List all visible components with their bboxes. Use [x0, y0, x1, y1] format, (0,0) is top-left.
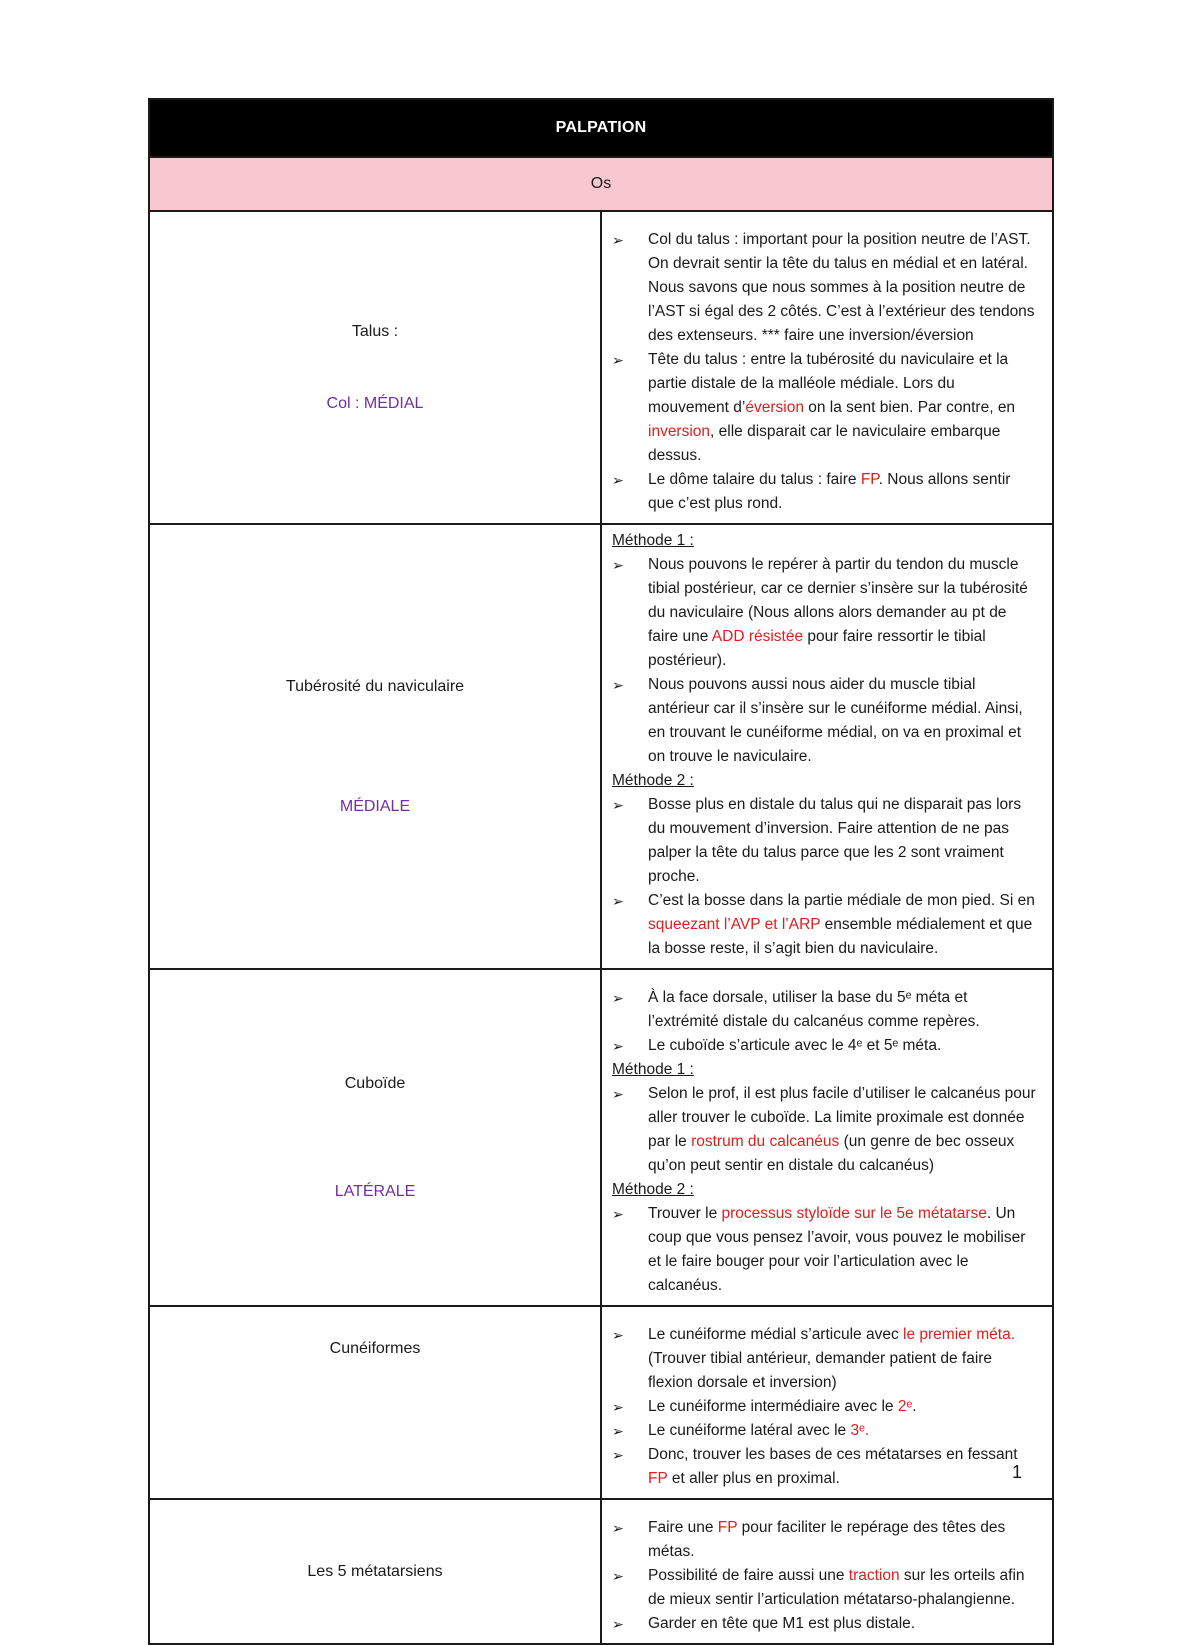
side-label: Col : MÉDIAL	[326, 394, 424, 412]
item-text: pour faciliter le repérage des têtes des métas.	[648, 1519, 1006, 1560]
item-text: Le cuboïde s’articule avec le 4ᵉ et 5ᵉ méta.	[648, 1037, 942, 1054]
list-item	[612, 1082, 1040, 1178]
item-text: Faire une	[648, 1519, 718, 1536]
list-item	[612, 1323, 1040, 1395]
list-item	[612, 1564, 1040, 1612]
arrow-bullet-icon: ➢	[612, 1520, 624, 1536]
row-content-cell	[601, 1306, 1053, 1499]
item-text: ensemble médialement et que la bosse reste, il s’agit bien du naviculaire.	[648, 916, 1033, 957]
row-content-cell	[601, 211, 1053, 524]
bullet-list	[612, 1202, 1040, 1298]
list-item	[612, 1419, 1040, 1443]
highlighted-text: 2ᵉ	[897, 1398, 913, 1415]
highlighted-text: inversion	[648, 423, 711, 440]
method-heading: Méthode 1 :	[612, 532, 694, 549]
highlighted-text: processus styloïde sur le 5e métatarse	[721, 1205, 987, 1222]
arrow-bullet-icon: ➢	[612, 1206, 624, 1222]
row-label-cell	[149, 211, 601, 524]
item-text: . Un coup que vous pensez l’avoir, vous pouvez le mobiliser et le faire bouger pour voir l’articulation avec le calcanéus.	[648, 1205, 1026, 1294]
method-heading: Méthode 1 :	[612, 1061, 694, 1078]
highlighted-text: FP	[717, 1519, 738, 1536]
list-item	[612, 1612, 1040, 1636]
bullet-list	[612, 1323, 1040, 1491]
bullet-list	[612, 1082, 1040, 1178]
list-item	[612, 673, 1040, 769]
item-text: (un genre de bec osseux qu’on peut sentir en distale du calcanéus)	[648, 1133, 1015, 1174]
method-heading: Méthode 2 :	[612, 1181, 694, 1198]
item-text: Le cunéiforme latéral avec le	[648, 1422, 851, 1439]
side-label: LATÉRALE	[334, 1182, 416, 1200]
highlighted-text: FP	[860, 471, 879, 488]
item-text: on la sent bien. Par contre, en	[803, 399, 1016, 416]
highlighted-text: éversion	[745, 399, 804, 416]
bullet-list	[612, 553, 1040, 769]
item-text: Selon le prof, il est plus facile d’utiliser le calcanéus pour aller trouver le cuboïde. La limite proximale est donnée par le	[648, 1085, 1036, 1150]
list-item	[612, 1034, 1040, 1058]
item-text: Trouver le	[648, 1205, 722, 1222]
list-item	[612, 986, 1040, 1034]
list-item	[612, 1202, 1040, 1298]
list-item	[612, 1443, 1040, 1491]
item-text: Possibilité de faire aussi une	[648, 1567, 849, 1584]
arrow-bullet-icon: ➢	[612, 1399, 624, 1415]
row-label: Cunéiformes	[329, 1340, 421, 1357]
highlighted-text: le premier méta.	[903, 1326, 1015, 1343]
row-label: Les 5 métatarsiens	[307, 1562, 443, 1580]
item-text: Col du talus : important pour la position neutre de l’AST. On devrait sentir la tête du talus en médial et en latéral. Nous savons que nous sommes à la position neutre de l’AST si égal des 2 côtés. C’est à l’extérieur des tendons des extenseurs. *** faire une inversion/éversion	[648, 231, 1035, 344]
table-row-cuneiformes	[149, 1306, 1053, 1499]
side-label: MÉDIALE	[339, 797, 411, 815]
arrow-bullet-icon: ➢	[612, 1616, 624, 1632]
item-text: pour faire ressortir le tibial postérieur).	[648, 628, 986, 669]
arrow-bullet-icon: ➢	[612, 352, 624, 368]
list-item	[612, 348, 1040, 468]
item-text: Le dôme talaire du talus : faire	[648, 471, 861, 488]
table-row-metatarsiens	[149, 1499, 1053, 1644]
arrow-bullet-icon: ➢	[612, 232, 624, 248]
item-text: Tête du talus : entre la tubérosité du naviculaire et la partie distale de la malléole médiale. Lors du mouvement d’	[648, 351, 1009, 416]
highlighted-text: FP	[648, 1470, 668, 1487]
bullet-list	[612, 228, 1040, 516]
table-row-talus	[149, 211, 1053, 524]
bullet-list	[612, 1516, 1040, 1636]
item-text: Garder en tête que M1 est plus distale.	[648, 1615, 916, 1632]
highlighted-text: ADD résistée	[711, 628, 804, 645]
list-item	[612, 889, 1040, 961]
arrow-bullet-icon: ➢	[612, 1568, 624, 1584]
row-label: Talus :	[351, 322, 399, 340]
highlighted-text: 3ᵉ.	[850, 1422, 870, 1439]
arrow-bullet-icon: ➢	[612, 1327, 624, 1343]
highlighted-text: rostrum du calcanéus	[691, 1133, 840, 1150]
arrow-bullet-icon: ➢	[612, 472, 624, 488]
item-text: . Nous allons sentir que c’est plus rond.	[648, 471, 1011, 512]
item-text: Nous pouvons aussi nous aider du muscle tibial antérieur car il s’insère sur le cunéiforme médial. Ainsi, en trouvant le cunéiforme médial, on va en proximal et on trouve le naviculaire.	[648, 676, 1023, 765]
row-content-cell	[601, 1499, 1053, 1644]
row-label-cell	[149, 1499, 601, 1644]
bullet-list	[612, 986, 1040, 1058]
highlighted-text: traction	[848, 1567, 900, 1584]
item-text: Le cunéiforme intermédiaire avec le	[648, 1398, 898, 1415]
list-item	[612, 1395, 1040, 1419]
item-text: sur les orteils afin de mieux sentir l’articulation métatarso-phalangienne.	[648, 1567, 1025, 1608]
item-text: Le cunéiforme médial s’articule avec	[648, 1326, 904, 1343]
table-subtitle: Os	[149, 157, 1053, 211]
list-item	[612, 793, 1040, 889]
arrow-bullet-icon: ➢	[612, 1447, 624, 1463]
item-text: .	[912, 1398, 917, 1415]
item-text: et aller plus en proximal.	[667, 1470, 840, 1487]
item-text: Nous pouvons le repérer à partir du tendon du muscle tibial postérieur, car ce dernier s’insère sur la tubérosité du naviculaire (Nous allons alors demander au pt de faire une	[648, 556, 1028, 645]
row-label-cell	[149, 1306, 601, 1499]
item-text: C’est la bosse dans la partie médiale de mon pied. Si en	[648, 892, 1035, 909]
row-content-cell	[601, 969, 1053, 1306]
item-text: , elle disparait car le naviculaire embarque dessus.	[648, 423, 1001, 464]
arrow-bullet-icon: ➢	[612, 893, 624, 909]
page-number: 1	[1012, 1462, 1023, 1482]
arrow-bullet-icon: ➢	[612, 677, 624, 693]
arrow-bullet-icon: ➢	[612, 557, 624, 573]
list-item	[612, 1516, 1040, 1564]
row-label: Cuboïde	[344, 1074, 406, 1092]
palpation-table	[148, 98, 1054, 1645]
item-text: (Trouver tibial antérieur, demander patient de faire flexion dorsale et inversion)	[648, 1350, 993, 1391]
table-row-cuboide	[149, 969, 1053, 1306]
highlighted-text: squeezant l’AVP et l’ARP	[648, 916, 821, 933]
list-item	[612, 228, 1040, 348]
row-label-cell	[149, 524, 601, 969]
item-text: À la face dorsale, utiliser la base du 5ᵉ méta et l’extrémité distale du calcanéus comme repères.	[648, 989, 980, 1030]
arrow-bullet-icon: ➢	[612, 797, 624, 813]
table-title: PALPATION	[149, 99, 1053, 157]
list-item	[612, 553, 1040, 673]
bullet-list	[612, 793, 1040, 961]
arrow-bullet-icon: ➢	[612, 1038, 624, 1054]
list-item	[612, 468, 1040, 516]
arrow-bullet-icon: ➢	[612, 1423, 624, 1439]
row-content-cell	[601, 524, 1053, 969]
item-text: Donc, trouver les bases de ces métatarses en fessant	[648, 1446, 1018, 1463]
table-row-naviculaire	[149, 524, 1053, 969]
method-heading: Méthode 2 :	[612, 772, 694, 789]
arrow-bullet-icon: ➢	[612, 990, 624, 1006]
arrow-bullet-icon: ➢	[612, 1086, 624, 1102]
row-label-cell	[149, 969, 601, 1306]
row-label: Tubérosité du naviculaire	[285, 677, 465, 695]
item-text: Bosse plus en distale du talus qui ne disparait pas lors du mouvement d’inversion. Faire attention de ne pas palper la tête du talus parce que les 2 sont vraiment proche.	[648, 796, 1022, 885]
